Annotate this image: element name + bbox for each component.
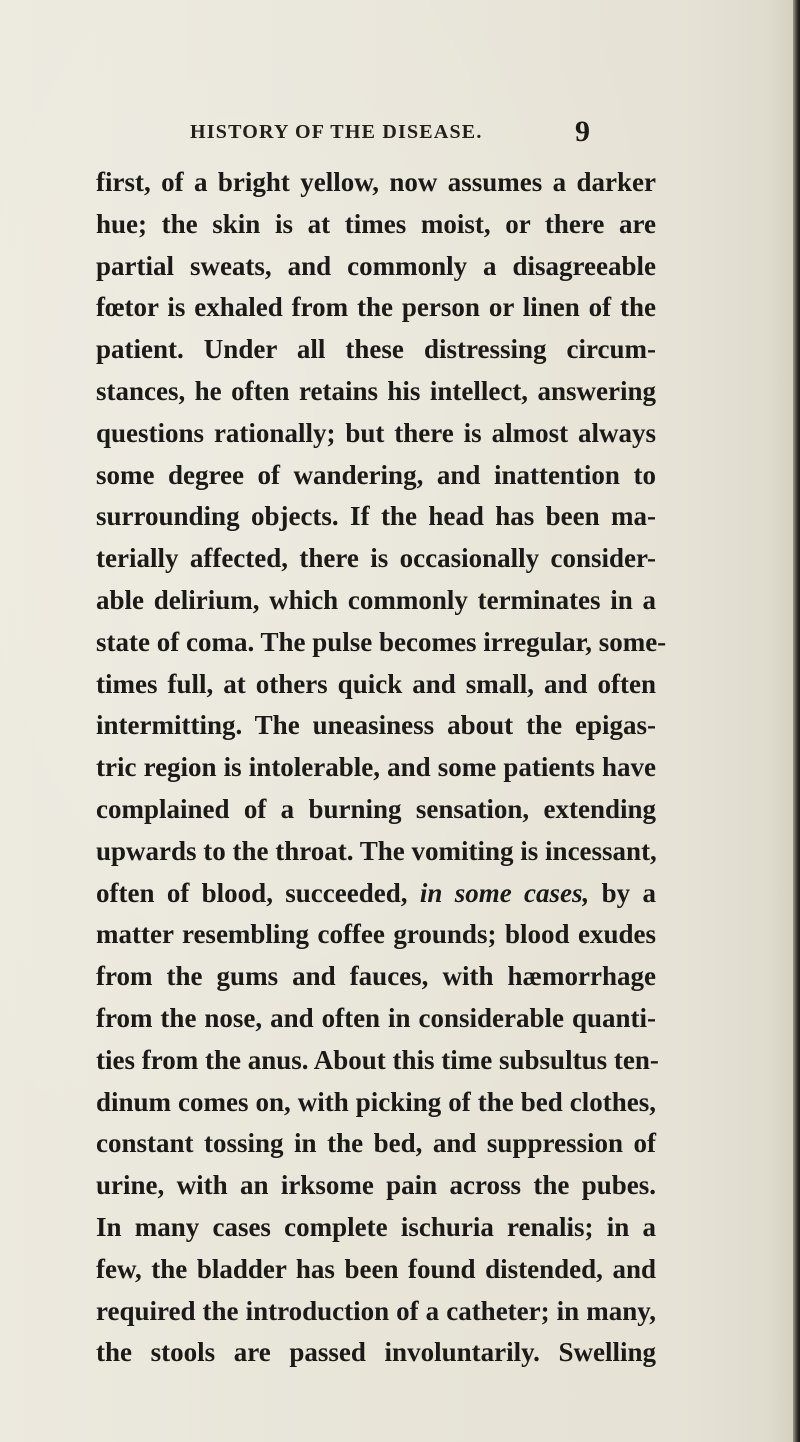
text-line: constant tossing in the bed, and suppression of [96,1128,656,1159]
text-line: from the gums and fauces, with hæmorrhage [96,961,656,992]
text-line: required the introduction of a catheter; in many, [96,1295,656,1326]
text-line: first, of a bright yellow, now assumes a darker [96,167,656,197]
text-line: from the nose, and often in considerable quanti- [96,1002,656,1033]
text-line: ties from the anus. About this time subsultus ten- [96,1044,659,1075]
text-segment: often of blood, succeeded, [96,877,420,908]
text-line: urine, with an irksome pain across the pubes. [96,1170,656,1201]
text-segment: by a [589,877,656,908]
text-line: In many cases complete ischuria renalis; in a [96,1211,656,1242]
italic-phrase: in some cases, [419,877,590,908]
text-line: tric region is intolerable, and some patients have [96,752,656,783]
text-line: matter resembling coffee grounds; blood exudes [96,919,656,950]
text-line: stances, he often retains his intellect, answering [96,375,656,406]
text-line: times full, at others quick and small, and often [96,668,656,699]
text-line: some degree of wandering, and inattention to [96,459,656,490]
page-edge-shadow [793,0,800,1442]
text-line: dinum comes on, with picking of the bed clothes, [96,1086,656,1117]
text-line: intermitting. The uneasiness about the epigas- [96,710,656,741]
text-line: terially affected, there is occasionally consider- [96,543,656,574]
text-line: questions rationally; but there is almost always [96,417,656,448]
page-number: 9 [575,115,590,148]
body-text [96,162,667,1374]
text-line: hue; the skin is at times moist, or there are [96,208,656,239]
text-line: patient. Under all these distressing circum- [96,334,656,365]
text-line: few, the bladder has been found distended, and [96,1253,656,1284]
text-line: partial sweats, and commonly a disagreeable [96,250,656,281]
text-line: able delirium, which commonly terminates in a [96,584,656,615]
text-line: the stools are passed involuntarily. Swelling [96,1337,656,1368]
running-head: HISTORY OF THE DISEASE. [190,121,483,143]
text-line: state of coma. The pulse becomes irregular, some- [96,626,667,657]
text-line: complained of a burning sensation, extending [96,793,656,824]
text-line: upwards to the throat. The vomiting is incessant, [96,835,657,866]
text-line-with-italic [96,873,656,915]
text-line: fœtor is exhaled from the person or linen of the [96,292,656,323]
text-line: surrounding objects. If the head has been ma- [96,501,656,532]
page-header [0,115,800,155]
